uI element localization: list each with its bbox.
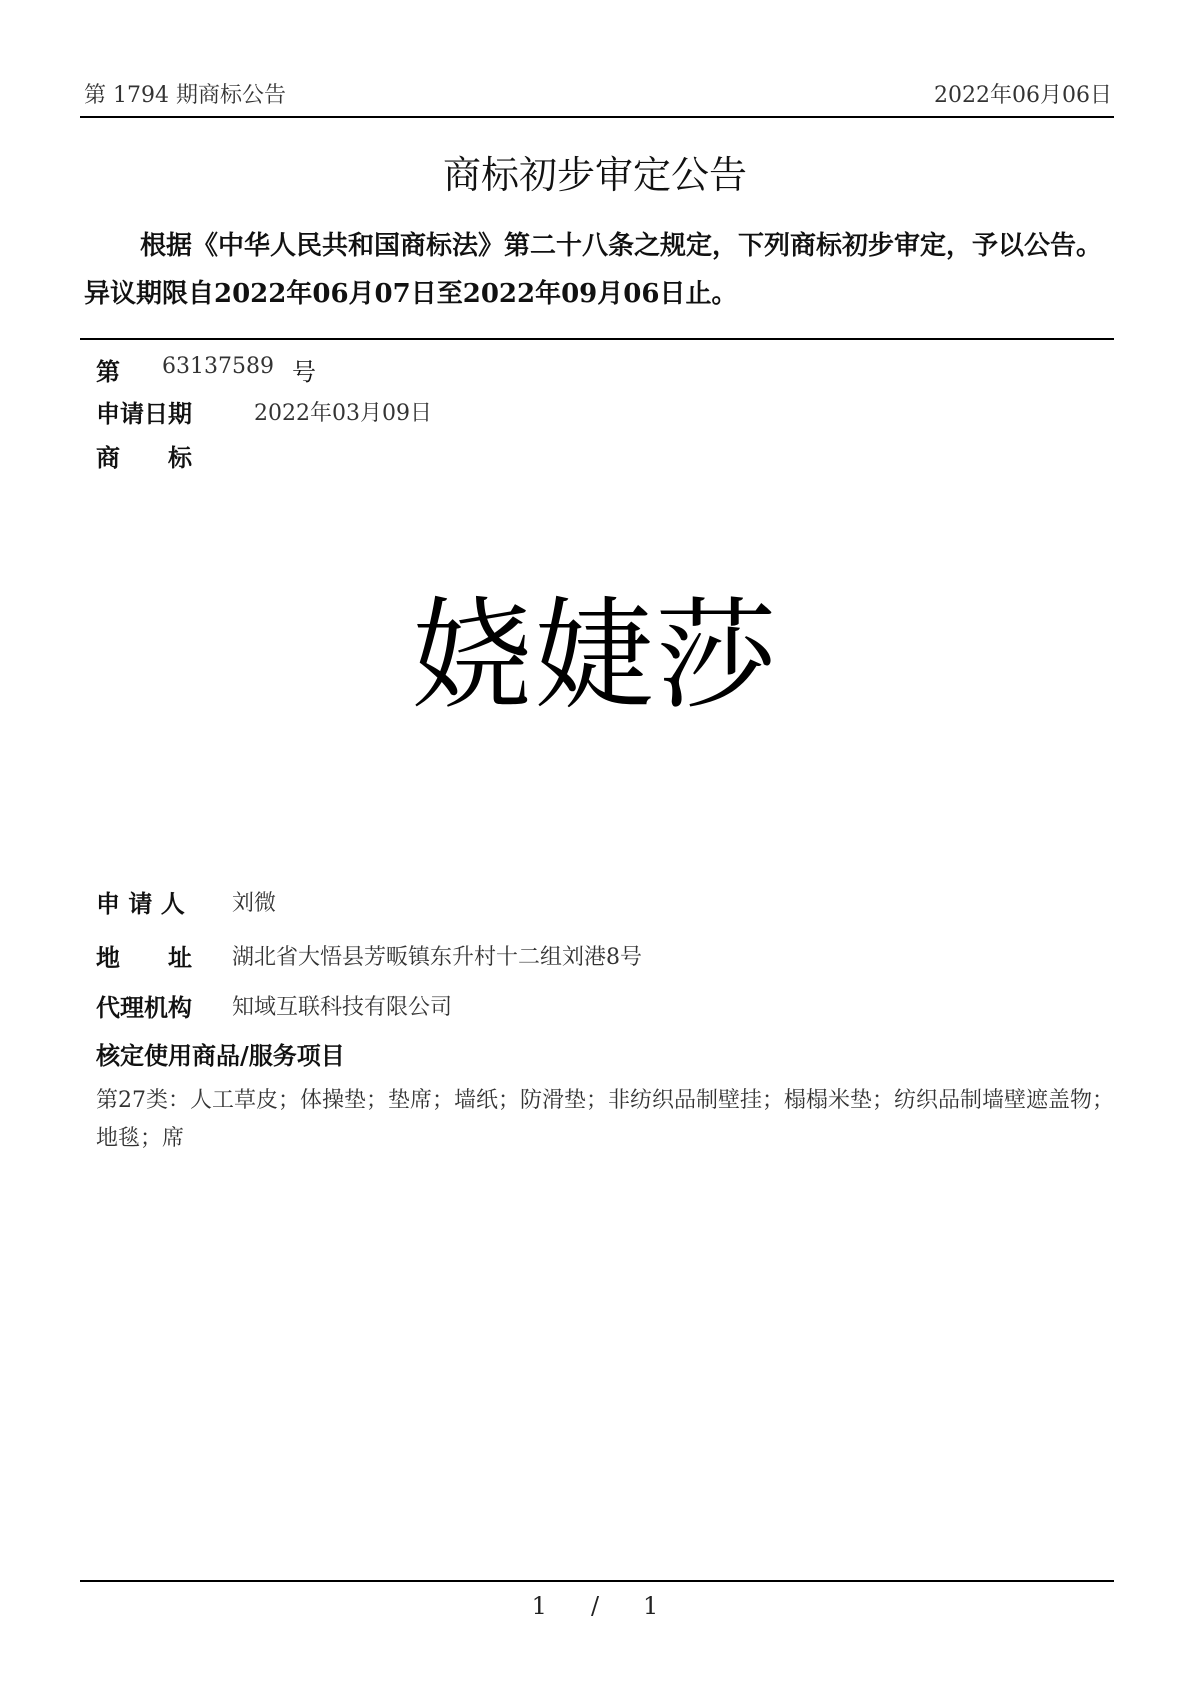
address-label: 地 址 (96, 943, 192, 972)
footer-rule (80, 1580, 1114, 1582)
page-indicator (0, 1592, 1190, 1620)
applicant-label: 申 请 人 (96, 889, 185, 918)
page-separator: / (590, 1592, 600, 1620)
page-total: 1 (643, 1592, 659, 1620)
address-value: 湖北省大悟县芳畈镇东升村十二组刘港8号 (232, 945, 642, 970)
page-title: 商标初步审定公告 (442, 153, 747, 197)
intro-paragraph: 根据《中华人民共和国商标法》第二十八条之规定，下列商标初步审定，予以公告。异议期限自2022年06月07日至2022年09月06日止。 (84, 231, 1103, 309)
page-current: 1 (531, 1592, 547, 1620)
apply-date-label: 申请日期 (96, 399, 192, 428)
trademark-text: 娆婕莎 (412, 587, 778, 726)
trademark-label: 商 标 (96, 443, 192, 472)
registration-no-suffix: 号 (292, 358, 316, 386)
apply-date-value: 2022年03月09日 (254, 401, 432, 426)
registration-no-label: 第 (96, 357, 120, 386)
applicant-value: 刘微 (232, 891, 277, 916)
intro-rule (80, 338, 1114, 340)
agent-label: 代理机构 (96, 993, 192, 1022)
registration-no-value: 63137589 (162, 354, 274, 379)
header-rule (80, 116, 1114, 118)
goods-value: 第27类：人工草皮；体操垫；垫席；墙纸；防滑垫；非纺织品制壁挂；榻榻米垫；纺织品制墙壁遮盖物；地毯；席 (96, 1088, 1114, 1151)
goods-label: 核定使用商品/服务项目 (96, 1041, 345, 1070)
issue-date: 2022年06月06日 (934, 83, 1112, 108)
issue-number: 第 1794 期商标公告 (84, 83, 286, 108)
agent-value: 知域互联科技有限公司 (232, 995, 453, 1020)
